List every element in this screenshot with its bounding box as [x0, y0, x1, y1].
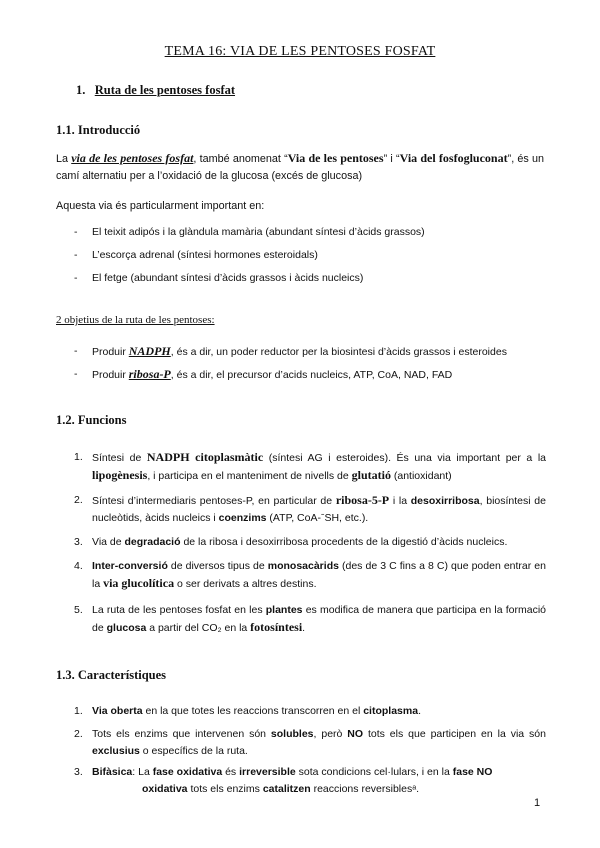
objectives-heading: 2 objetius de la ruta de les pentoses: — [56, 314, 215, 326]
objective-term: ribosa-P — [128, 367, 171, 381]
intro-text: La — [56, 153, 72, 165]
page-number: 1 — [534, 797, 541, 809]
bullet-dash: - — [74, 368, 78, 380]
intro-alt-name-1: Via de les pentoses — [287, 151, 384, 165]
section-1-heading — [76, 83, 235, 98]
list-item: Síntesi d’intermediaris pentoses-P, en particular de ribosa-5-P i la desoxirribosa, biosíntesi de nucleòtids, àcids nucleics i coenzims (ATP, CoA-ˉSH, etc.). — [92, 493, 546, 524]
list-number: 2. — [74, 494, 83, 506]
list-number: 5. — [74, 604, 83, 616]
objective-text: , és a dir, el precursor d’acids nucleics, ATP, CoA, NAD, FAD — [170, 369, 453, 381]
list-item: El teixit adipós i la glàndula mamària (abundant síntesi d’àcids grassos) — [92, 226, 425, 238]
bullet-dash: - — [74, 249, 78, 261]
intro-paragraph — [56, 150, 544, 185]
list-number: 4. — [74, 560, 83, 572]
intro-alt-name-2a: Via del — [399, 151, 436, 165]
section-1-number: 1. — [76, 83, 86, 97]
section-1-label: Ruta de les pentoses fosfat — [94, 83, 236, 97]
list-number: 3. — [74, 766, 83, 778]
list-item — [92, 366, 544, 384]
section-1-2-heading: 1.2. Funcions — [56, 413, 127, 427]
bullet-dash: - — [74, 272, 78, 284]
list-number: 3. — [74, 536, 83, 548]
section-1-3-heading: 1.3. Característiques — [56, 668, 167, 682]
bullet-dash: - — [74, 345, 78, 357]
list-item: Via oberta en la que totes les reaccions transcorren en el citoplasma. — [92, 705, 421, 717]
list-number: 2. — [74, 728, 83, 740]
objective-text: , és a dir, un poder reductor per la biosintesi d’àcids grassos i esteroides — [170, 346, 507, 358]
section-1-1-heading: 1.1. Introducció — [56, 123, 141, 137]
objective-text: Produir — [92, 346, 129, 358]
list-item: Via de degradació de la ribosa i desoxirribosa procedents de la digestió d’àcids nucleics. — [92, 536, 508, 548]
list-number: 1. — [74, 451, 83, 463]
document-title: TEMA 16: VIA DE LES PENTOSES FOSFAT — [164, 44, 436, 59]
intro-text: ” i “ — [383, 153, 400, 165]
intro-text: , també anomenat “ — [193, 153, 288, 165]
list-item: Bifàsica: La fase oxidativa és irreversible sota condicions cel·lulars, i en la fase NO oxidativa tots els enzims catalitzen reaccions reversiblesᵃ. — [92, 766, 493, 795]
list-item: El fetge (abundant síntesi d’àcids grassos i àcids nucleics) — [92, 272, 364, 284]
list-item: Inter-conversió de diversos tipus de monosacàrids (des de 3 C fins a 8 C) que poden entrar en la via glucolítica o ser derivats a altres destins. — [92, 560, 546, 590]
list-item: Síntesi de NADPH citoplasmàtic (síntesi AG i esteroides). És una via important per a la lipogènesis, i participa en el manteniment de nivells de glutatió (antioxidant) — [92, 450, 546, 482]
intro-term: via de les pentoses fosfat — [71, 151, 194, 165]
objective-text: Produir — [92, 369, 129, 381]
list-item — [92, 343, 544, 361]
intro-alt-name-2b: fosfogluconat — [438, 151, 508, 165]
bullet-dash: - — [74, 226, 78, 238]
list-item: La ruta de les pentoses fosfat en les plantes es modifica de manera que participa en la formació de glucosa a partir del CO₂ en la fotosíntesi. — [92, 604, 546, 634]
list-item: Tots els enzims que intervenen són solubles, però NO tots els que participen en la via són exclusius o específics de la ruta. — [92, 728, 546, 757]
objective-term: NADPH — [128, 344, 171, 358]
intro-text: ”, és un camí alternatiu per a l’oxidació de la glucosa (excés de glucosa) — [56, 153, 545, 182]
list-item: L’escorça adrenal (síntesi hormones esteroidals) — [92, 249, 318, 261]
importance-text: Aquesta via és particularment important en: — [56, 200, 265, 212]
list-number: 1. — [74, 705, 83, 717]
